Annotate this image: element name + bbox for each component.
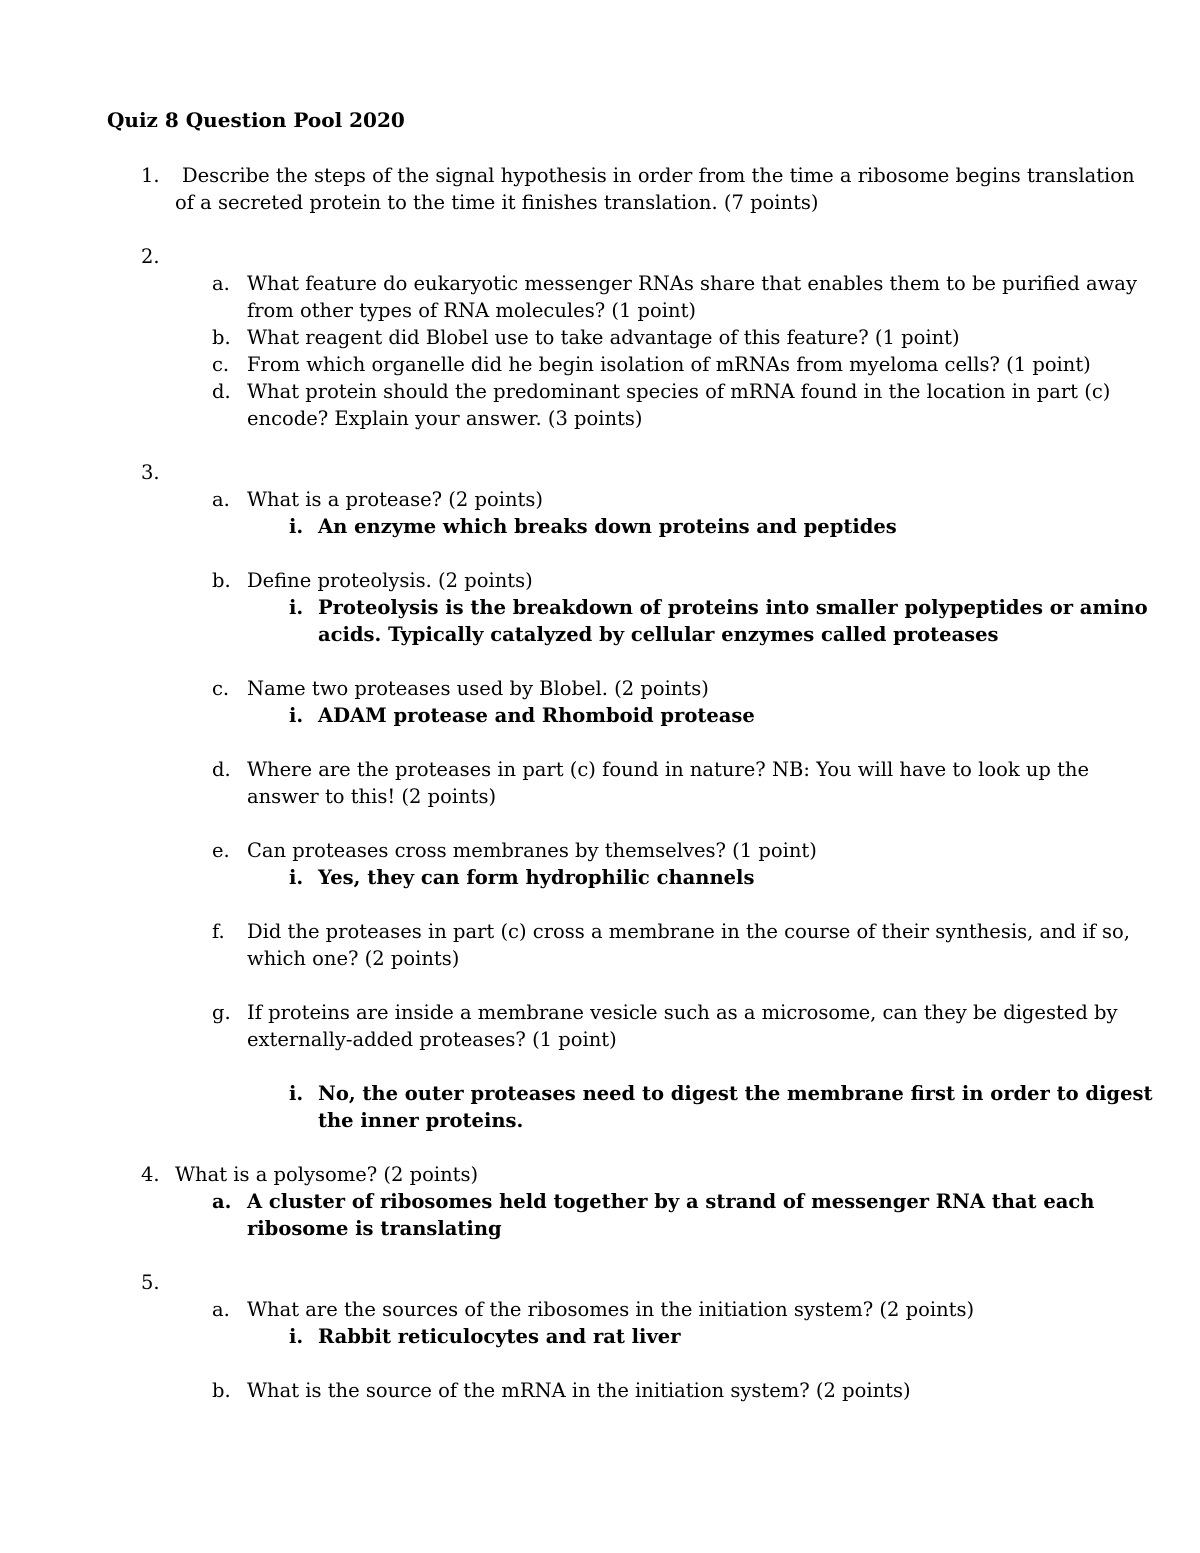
question-text: which one? (2 points): [247, 947, 460, 970]
part-letter: a.: [212, 1298, 230, 1321]
question-text: What are the sources of the ribosomes in the initiation system? (2 points): [247, 1298, 975, 1321]
question-text: If proteins are inside a membrane vesicle such as a microsome, can they be digested by: [247, 1001, 1118, 1024]
question-text: Can proteases cross membranes by themselves? (1 point): [247, 839, 817, 862]
question-number: 1.: [141, 164, 160, 187]
answer-marker: i.: [289, 866, 304, 889]
answer-text: A cluster of ribosomes held together by a strand of messenger RNA that each: [247, 1190, 1095, 1213]
answer-text: the inner proteins.: [318, 1109, 524, 1132]
question-text: Where are the proteases in part (c) found in nature? NB: You will have to look up the: [247, 758, 1090, 781]
part-letter: e.: [212, 839, 230, 862]
question-text: Describe the steps of the signal hypothesis in order from the time a ribosome begins translation: [182, 164, 1135, 187]
question-number: 4.: [141, 1163, 160, 1186]
question-text: answer to this! (2 points): [247, 785, 497, 808]
question-text: What is a protease? (2 points): [247, 488, 543, 511]
question-text: Define proteolysis. (2 points): [247, 569, 533, 592]
part-letter: c.: [212, 353, 230, 376]
part-letter: b.: [212, 569, 231, 592]
question-number: 5.: [141, 1271, 160, 1294]
question-text: What is a polysome? (2 points): [175, 1163, 479, 1186]
question-text: Did the proteases in part (c) cross a membrane in the course of their synthesis, and if so,: [247, 920, 1130, 943]
answer-text: An enzyme which breaks down proteins and peptides: [318, 515, 897, 538]
part-letter: b.: [212, 1379, 231, 1402]
question-text: What reagent did Blobel use to take advantage of this feature? (1 point): [247, 326, 960, 349]
part-letter: g.: [212, 1001, 231, 1024]
document-title: Quiz 8 Question Pool 2020: [107, 108, 405, 132]
answer-text: No, the outer proteases need to digest the membrane first in order to digest: [318, 1082, 1153, 1105]
part-letter: d.: [212, 758, 231, 781]
part-letter: c.: [212, 677, 230, 700]
answer-text: ribosome is translating: [247, 1217, 502, 1240]
question-text: What feature do eukaryotic messenger RNAs share that enables them to be purified away: [247, 272, 1137, 295]
answer-marker: i.: [289, 515, 304, 538]
part-letter: b.: [212, 326, 231, 349]
answer-text: Rabbit reticulocytes and rat liver: [318, 1325, 681, 1348]
answer-marker: a.: [212, 1190, 232, 1213]
question-text: from other types of RNA molecules? (1 point): [247, 299, 697, 322]
question-text: Name two proteases used by Blobel. (2 points): [247, 677, 709, 700]
answer-marker: i.: [289, 704, 304, 727]
part-letter: d.: [212, 380, 231, 403]
part-letter: a.: [212, 488, 230, 511]
part-letter: f.: [212, 920, 225, 943]
question-text: From which organelle did he begin isolation of mRNAs from myeloma cells? (1 point): [247, 353, 1091, 376]
answer-text: Proteolysis is the breakdown of proteins into smaller polypeptides or amino: [318, 596, 1148, 619]
part-letter: a.: [212, 272, 230, 295]
answer-text: ADAM protease and Rhomboid protease: [318, 704, 755, 727]
question-text: of a secreted protein to the time it finishes translation. (7 points): [175, 191, 819, 214]
question-text: What is the source of the mRNA in the initiation system? (2 points): [247, 1379, 911, 1402]
answer-text: acids. Typically catalyzed by cellular enzymes called proteases: [318, 623, 999, 646]
question-text: externally-added proteases? (1 point): [247, 1028, 617, 1051]
question-text: encode? Explain your answer. (3 points): [247, 407, 643, 430]
question-number: 3.: [141, 461, 160, 484]
answer-text: Yes, they can form hydrophilic channels: [318, 866, 755, 889]
answer-marker: i.: [289, 596, 304, 619]
answer-marker: i.: [289, 1325, 304, 1348]
answer-marker: i.: [289, 1082, 304, 1105]
question-number: 2.: [141, 245, 160, 268]
question-text: What protein should the predominant species of mRNA found in the location in part (c): [247, 380, 1111, 403]
